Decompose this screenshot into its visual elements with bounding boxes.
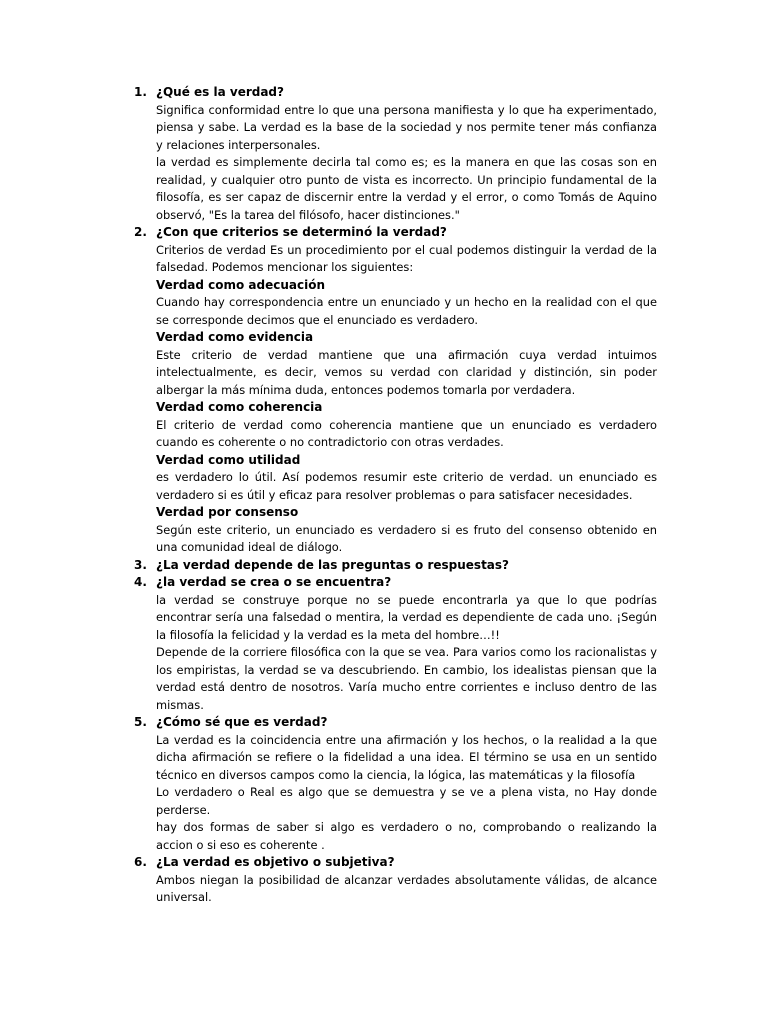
- question-number: 2.: [134, 225, 147, 239]
- question-title: ¿La verdad es objetivo o subjetiva?: [156, 855, 395, 869]
- question-number: 1.: [134, 85, 147, 99]
- question-item: [134, 714, 657, 854]
- question-title: ¿Qué es la verdad?: [156, 85, 284, 99]
- question-number: 3.: [134, 557, 147, 572]
- question-title: ¿la verdad se crea o se encuentra?: [156, 575, 392, 589]
- paragraph: Depende de la corriere filosófica con la que se vea. Para varios como los racionalistas y los empiristas, la verdad se va descubriendo. En cambio, los idealistas piensan que la verdad está dentro de nosotros. Varía mucho entre corrientes e incluso dentro de las mismas.: [156, 645, 657, 712]
- subheading: Verdad como evidencia: [156, 330, 314, 344]
- paragraph: Según este criterio, un enunciado es verdadero si es fruto del consenso obtenido en una comunidad ideal de diálogo.: [156, 522, 657, 554]
- paragraph: Criterios de verdad Es un procedimiento por el cual podemos distinguir la verdad de la falsedad. Podemos mencionar los siguientes:: [156, 242, 657, 274]
- paragraph: la verdad es simplemente decirla tal como es; es la manera en que las cosas son en realidad, y cualquier otro punto de vista es incorrecto. Un principio fundamental de la filosofía, es ser capaz de discernir entre la verdad y el error, o como Tomás de Aquino observó, "Es la tarea del filósofo, hacer distinciones.": [156, 155, 657, 222]
- subheading: Verdad por consenso: [156, 505, 299, 519]
- subheading: Verdad como utilidad: [156, 452, 301, 467]
- question-item: [134, 574, 657, 714]
- paragraph: la verdad se construye porque no se puede encontrarla ya que lo que podrías encontrar sería una falsedad o mentira, la verdad es dependiente de cada uno. ¡Según la filosofía la felicidad y la verdad es la meta del hombre…!!: [156, 592, 657, 642]
- question-title: ¿Con que criterios se determinó la verdad?: [156, 225, 447, 239]
- subheading: Verdad como adecuación: [156, 277, 326, 292]
- paragraph: es verdadero lo útil. Así podemos resumir este criterio de verdad. un enunciado es verdadero si es útil y eficaz para resolver problemas o para satisfacer necesidades.: [156, 470, 657, 502]
- question-item: [134, 854, 657, 907]
- question-item: [134, 557, 657, 575]
- paragraph: Ambos niegan la posibilidad de alcanzar verdades absolutamente válidas, de alcance universal.: [156, 872, 657, 904]
- question-number: 4.: [134, 575, 147, 589]
- subheading: Verdad como coherencia: [156, 400, 323, 414]
- paragraph: Este criterio de verdad mantiene que una afirmación cuya verdad intuimos intelectualmente, es decir, vemos su verdad con claridad y distinción, sin poder albergar la más mínima duda, entonces podemos tomarla por verdadera.: [156, 347, 657, 397]
- paragraph: La verdad es la coincidencia entre una afirmación y los hechos, o la realidad a la que dicha afirmación se refiere o la fidelidad a una idea. El término se usa en un sentido técnico en diversos campos como la ciencia, la lógica, las matemáticas y la filosofía: [156, 732, 657, 782]
- question-number: 6.: [134, 855, 147, 869]
- paragraph: El criterio de verdad como coherencia mantiene que un enunciado es verdadero cuando es coherente o no contradictorio con otras verdades.: [156, 417, 657, 449]
- question-item: [134, 84, 657, 224]
- question-title: ¿La verdad depende de las preguntas o respuestas?: [156, 557, 510, 572]
- question-item: [134, 224, 657, 557]
- question-title: ¿Cómo sé que es verdad?: [156, 715, 328, 729]
- paragraph: Lo verdadero o Real es algo que se demuestra y se ve a plena vista, no Hay donde perderse.: [156, 785, 657, 817]
- paragraph: Cuando hay correspondencia entre un enunciado y un hecho en la realidad con el que se corresponde decimos que el enunciado es verdadero.: [156, 295, 657, 327]
- paragraph: hay dos formas de saber si algo es verdadero o no, comprobando o realizando la accion o si eso es coherente .: [156, 820, 657, 852]
- paragraph: Significa conformidad entre lo que una persona manifiesta y lo que ha experimentado, piensa y sabe. La verdad es la base de la sociedad y nos permite tener más confianza y relaciones interpersonales.: [156, 102, 657, 152]
- question-number: 5.: [134, 715, 147, 729]
- document-page: [0, 84, 768, 907]
